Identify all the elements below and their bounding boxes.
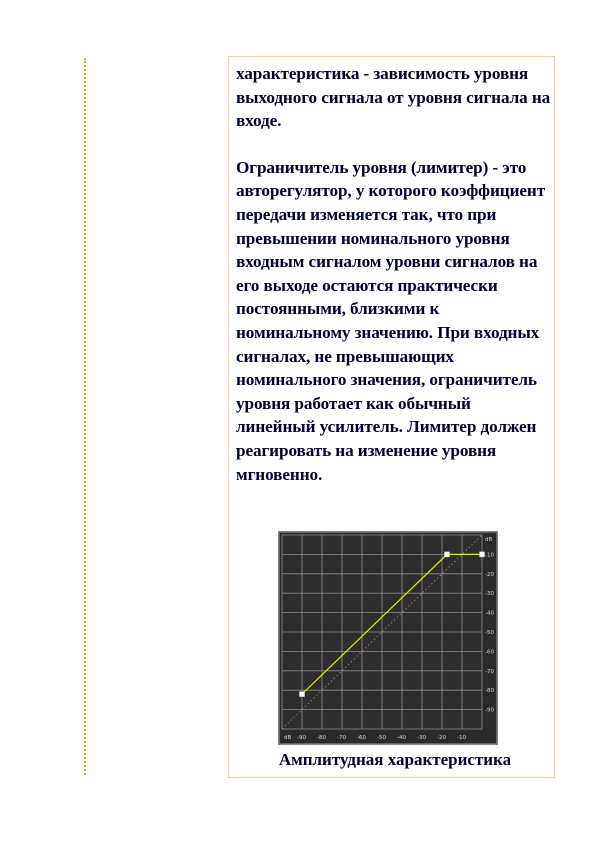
y-tick-label: -90 [485, 707, 494, 714]
x-tick-label: dB [284, 735, 292, 741]
transfer-curve-point [300, 692, 305, 697]
y-tick-label: -10 [485, 552, 494, 559]
y-tick-label: -80 [485, 688, 494, 695]
paragraph-definition: характеристика - зависимость уровня выходного сигнала от уровня сигнала на входе. [236, 64, 551, 131]
amplitude-chart [278, 531, 498, 745]
y-tick-label: -70 [485, 668, 494, 675]
x-tick-label: -40 [397, 735, 406, 741]
x-tick-label: -90 [297, 735, 306, 741]
chart-caption: Амплитудная характеристика [278, 750, 512, 769]
body-text [236, 62, 554, 486]
amplitude-chart-svg [278, 531, 498, 745]
x-tick-label: -30 [417, 735, 426, 741]
x-tick-label: -80 [317, 735, 326, 741]
x-tick-label: -20 [437, 735, 446, 741]
y-tick-label: -50 [485, 630, 494, 636]
x-tick-label: -10 [457, 735, 466, 741]
y-tick-label: -30 [485, 591, 494, 598]
paragraph-limiter: Ограничитель уровня (лимитер) - это авторегулятор, у которого коэффициент передачи изменяется так, что при превышении номинального уровня входным сигналом уровни сигналов на его выходе остаются практически постоянными, близкими к номинальному значению. При входных сигналах, не превышающих номинального значения, ограничитель уровня работает как обычный линейный усилитель. Лимитер должен реагировать на изменение уровня мгновенно. [236, 157, 546, 484]
x-tick-label: -50 [377, 735, 386, 741]
y-tick-label: -20 [485, 571, 494, 578]
y-tick-label: -60 [485, 649, 494, 656]
transfer-curve-point [480, 552, 485, 557]
transfer-curve-point [445, 552, 450, 557]
y-tick-label: -40 [485, 610, 494, 617]
x-tick-label: -60 [357, 735, 366, 741]
margin-rule [84, 58, 86, 775]
y-tick-label: dB [485, 537, 493, 543]
x-tick-label: -70 [337, 735, 346, 741]
